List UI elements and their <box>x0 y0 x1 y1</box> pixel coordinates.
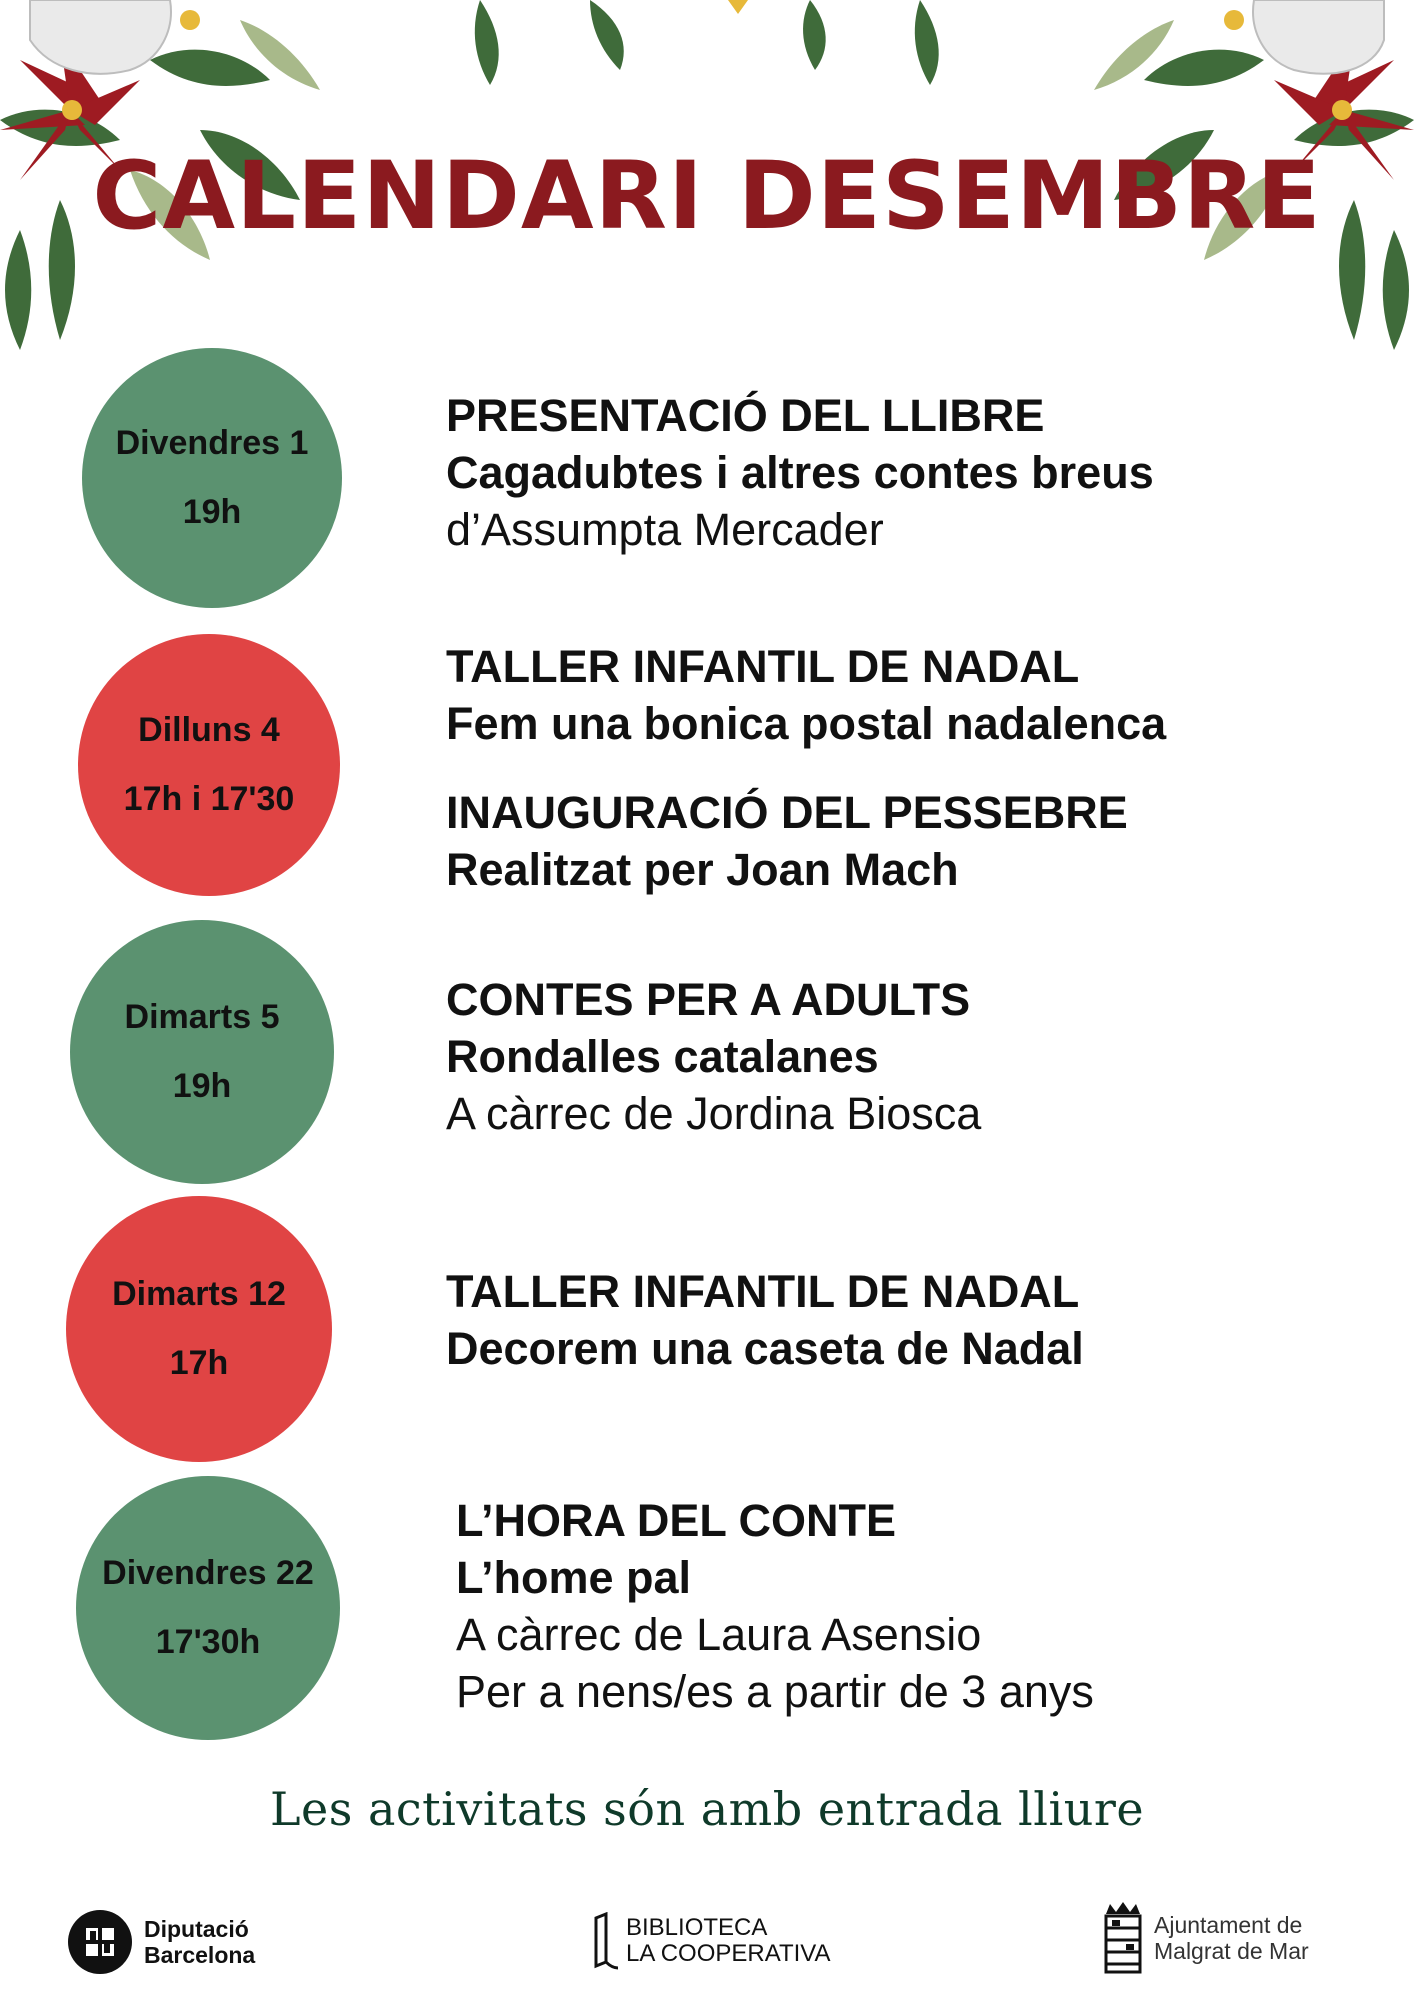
event-title: PRESENTACIÓ DEL LLIBRE <box>446 390 1045 441</box>
event-subtitle: Decorem una caseta de Nadal <box>446 1323 1084 1374</box>
event-subtitle: Fem una bonica postal nadalenca <box>446 698 1167 749</box>
date-badge <box>76 1476 340 1740</box>
date-badge <box>66 1196 332 1462</box>
event-author: A càrrec de Laura Asensio <box>456 1609 982 1660</box>
town-crest-icon <box>1102 1900 1144 1976</box>
event-title: TALLER INFANTIL DE NADAL <box>446 1266 1080 1317</box>
event-description <box>456 1492 1094 1720</box>
badge-day: Divendres 1 <box>115 424 309 462</box>
badge-day: Divendres 22 <box>102 1554 314 1592</box>
date-badge <box>78 634 340 896</box>
biblioteca-line-1: BIBLIOTECA <box>626 1914 768 1941</box>
event-description <box>446 638 1166 898</box>
badge-time: 17h i 17'30 <box>123 780 295 818</box>
date-badge <box>70 920 334 1184</box>
ajuntament-logo <box>1102 1900 1309 1976</box>
event-author: d’Assumpta Mercader <box>446 504 884 555</box>
ajuntament-line-2: Malgrat de Mar <box>1154 1938 1309 1964</box>
event-audience: Per a nens/es a partir de 3 anys <box>456 1666 1094 1717</box>
biblioteca-line-2: LA COOPERATIVA <box>626 1940 831 1967</box>
event-title: CONTES PER A ADULTS <box>446 974 971 1025</box>
biblioteca-logo <box>592 1912 831 1970</box>
event-subtitle: Cagadubtes i altres contes breus <box>446 447 1154 498</box>
event-title: L’HORA DEL CONTE <box>456 1495 897 1546</box>
event-subtitle: L’home pal <box>456 1552 692 1603</box>
diputacio-logo <box>68 1910 255 1974</box>
diputacio-emblem-icon <box>68 1910 132 1974</box>
badge-day: Dilluns 4 <box>138 711 280 749</box>
date-badge <box>82 348 342 608</box>
library-book-icon <box>592 1912 622 1970</box>
event-description <box>446 971 981 1142</box>
event-subtitle: Rondalles catalanes <box>446 1031 879 1082</box>
badge-time: 17'30h <box>155 1623 261 1661</box>
event-subtitle: Realitzat per Joan Mach <box>446 844 959 895</box>
diputacio-line-2: Barcelona <box>144 1942 256 1968</box>
event-author: A càrrec de Jordina Biosca <box>446 1088 982 1139</box>
diputacio-line-1: Diputació <box>144 1916 249 1942</box>
event-title: TALLER INFANTIL DE NADAL <box>446 641 1080 692</box>
badge-time: 17h <box>169 1344 229 1382</box>
event-description <box>446 1263 1084 1377</box>
page-title: CALENDARI DESEMBRE <box>92 142 1322 251</box>
holly-decoration-top <box>330 0 1084 90</box>
ajuntament-line-1: Ajuntament de <box>1154 1912 1303 1938</box>
event-description <box>446 387 1154 558</box>
badge-time: 19h <box>172 1067 232 1105</box>
free-entry-note: Les activitats són amb entrada lliure <box>269 1782 1145 1836</box>
event-title: INAUGURACIÓ DEL PESSEBRE <box>446 787 1128 838</box>
badge-time: 19h <box>182 493 242 531</box>
badge-day: Dimarts 12 <box>112 1275 286 1313</box>
badge-day: Dimarts 5 <box>124 998 280 1036</box>
